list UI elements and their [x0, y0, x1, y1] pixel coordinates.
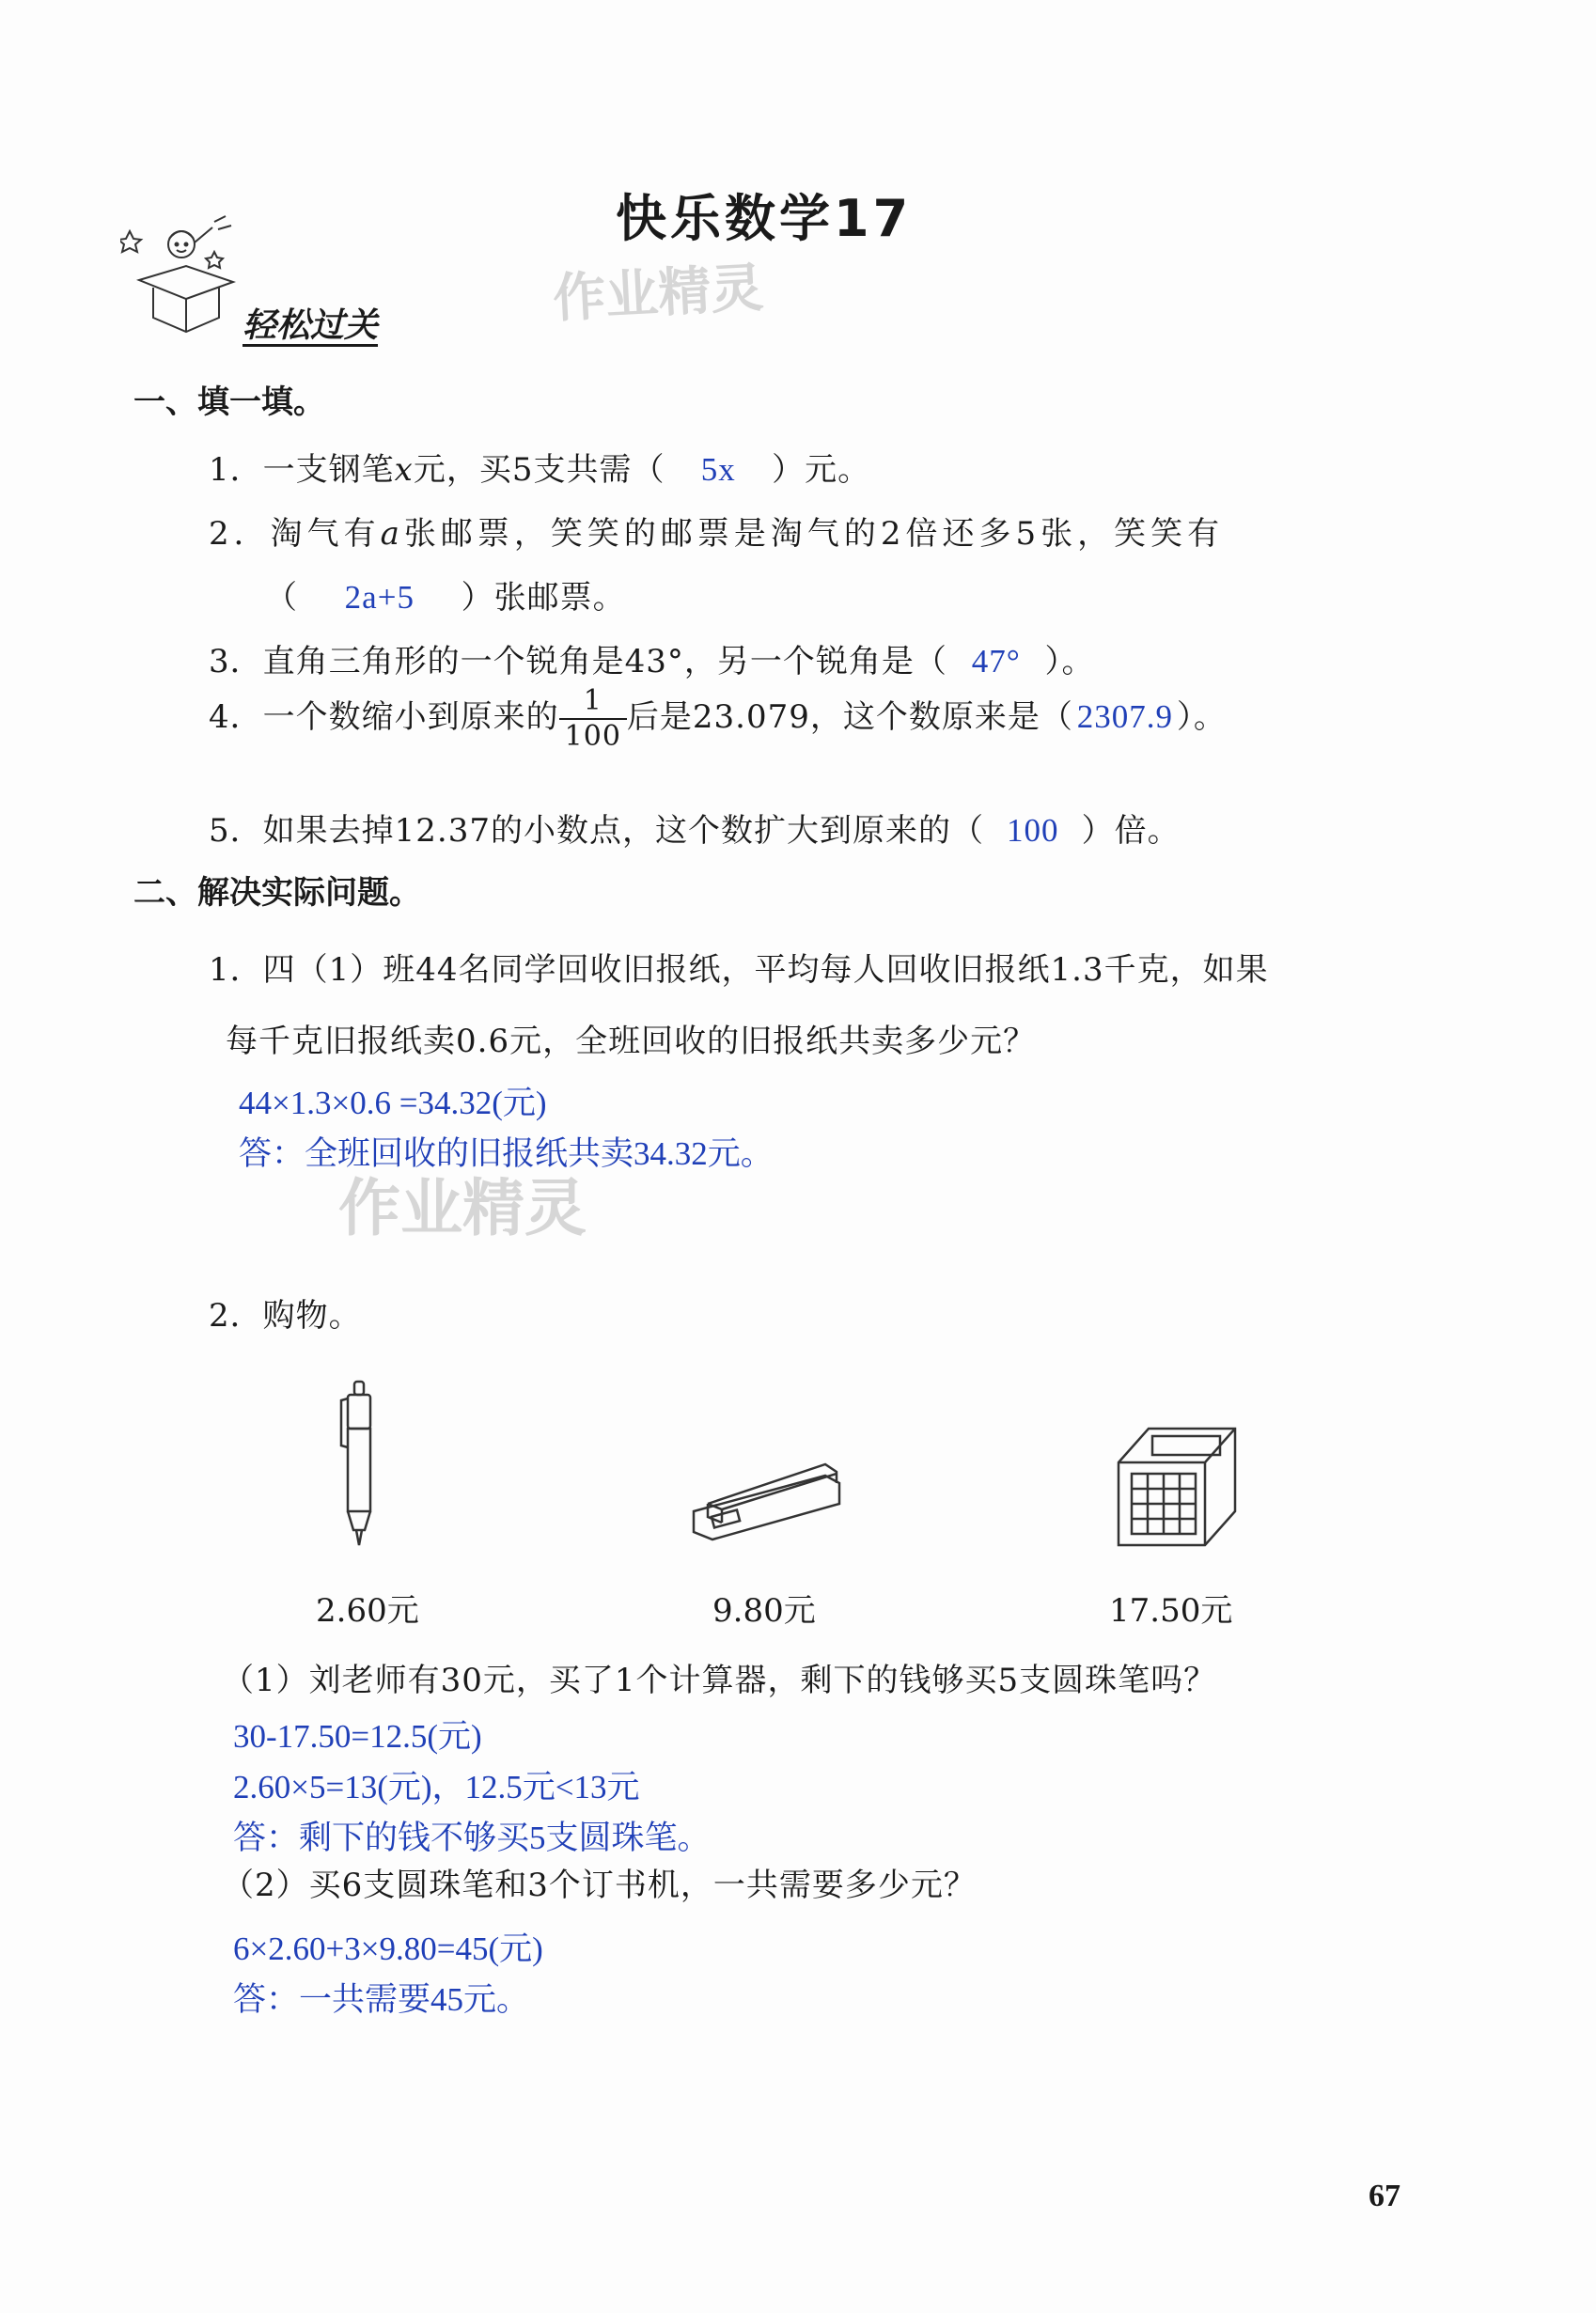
stapler-price: 9.80元: [712, 1592, 816, 1630]
question-text: （: [265, 579, 298, 617]
answer-blank[interactable]: 47°: [971, 643, 1021, 680]
watermark: 作业精灵: [338, 1172, 587, 1244]
problem-2-sub2-answer-2[interactable]: 答：一共需要45元。: [233, 1981, 530, 2018]
question-text: 后是23.079，这个数原来是（: [626, 698, 1073, 736]
section-banner: 轻松过关: [243, 306, 379, 345]
fraction-numerator: 1: [559, 684, 627, 720]
mascot-icon: [120, 214, 243, 341]
problem-2-sub1-answer-3[interactable]: 答：剩下的钱不够买5支圆珠笔。: [233, 1820, 711, 1856]
section-heading-problems: 二、解决实际问题。: [133, 874, 421, 912]
question-text: 元，买5支共需（: [413, 451, 665, 489]
pen-icon: [334, 1380, 386, 1549]
fill-question-1: [209, 444, 870, 490]
problem-2-sub1-answer-1[interactable]: 30-17.50=12.5(元): [233, 1718, 482, 1755]
answer-blank[interactable]: 5x: [700, 451, 736, 488]
pen-price: 2.60元: [316, 1592, 419, 1630]
fill-question-2-line2: [265, 571, 626, 617]
fill-question-2-line1: [209, 508, 1224, 554]
problem-1-line2: 每千克旧报纸卖0.6元，全班回收的旧报纸共卖多少元？: [226, 1023, 1037, 1060]
fill-question-5: [209, 805, 1181, 851]
answer-blank[interactable]: 100: [1007, 812, 1059, 849]
question-text: 3．直角三角形的一个锐角是43°，另一个锐角是（: [209, 643, 947, 680]
variable: x: [394, 451, 414, 489]
calculator-icon: [1111, 1421, 1243, 1553]
problem-1-answer-statement[interactable]: 答：全班回收的旧报纸共卖34.32元。: [239, 1135, 774, 1172]
problem-2-sub1-answer-2[interactable]: 2.60×5=13(元)，12.5元<13元: [233, 1769, 640, 1805]
calculator-price: 17.50元: [1109, 1592, 1233, 1630]
question-text: ）倍。: [1081, 812, 1181, 850]
section-heading-fill: 一、填一填。: [133, 383, 325, 421]
problem-2-sub1-question: （1）刘老师有30元，买了1个计算器，剩下的钱够买5支圆珠笔吗？: [222, 1662, 1217, 1699]
fill-question-3: [209, 635, 1095, 681]
answer-blank[interactable]: 2a+5: [344, 579, 415, 616]
question-text: 4．一个数缩小到原来的: [209, 698, 559, 736]
problem-2-sub2-answer-1[interactable]: 6×2.60+3×9.80=45(元): [233, 1930, 543, 1967]
question-text: 1．一支钢笔: [209, 451, 395, 489]
page-number: 67: [1369, 2179, 1400, 2213]
fraction: [559, 684, 627, 754]
question-text: 张邮票，笑笑的邮票是淘气的2倍还多5张，笑笑有: [403, 515, 1225, 553]
question-text: ）。: [1176, 698, 1227, 736]
page-title: 快乐数学17: [616, 189, 913, 248]
question-text: ）张邮票。: [461, 579, 626, 617]
problem-2-heading: 2．购物。: [209, 1297, 362, 1335]
problem-2-sub2-question: （2）买6支圆珠笔和3个订书机，一共需要多少元？: [222, 1867, 977, 1904]
problem-1-line1: 1．四（1）班44名同学回收旧报纸，平均每人回收旧报纸1.3千克，如果: [209, 951, 1269, 989]
variable: a: [380, 515, 404, 553]
stapler-icon: [684, 1438, 844, 1551]
watermark: 作业精灵: [551, 258, 765, 330]
question-text: 5．如果去掉12.37的小数点，这个数扩大到原来的（: [209, 812, 984, 850]
fill-question-4: [209, 684, 1227, 754]
question-text: ）。: [1044, 643, 1095, 680]
fraction-denominator: 100: [564, 720, 621, 753]
question-text: 2．淘气有: [209, 515, 381, 553]
answer-blank[interactable]: 2307.9: [1076, 698, 1173, 735]
question-text: ）元。: [772, 451, 871, 489]
problem-1-answer-calc[interactable]: 44×1.3×0.6 =34.32(元): [239, 1085, 547, 1121]
